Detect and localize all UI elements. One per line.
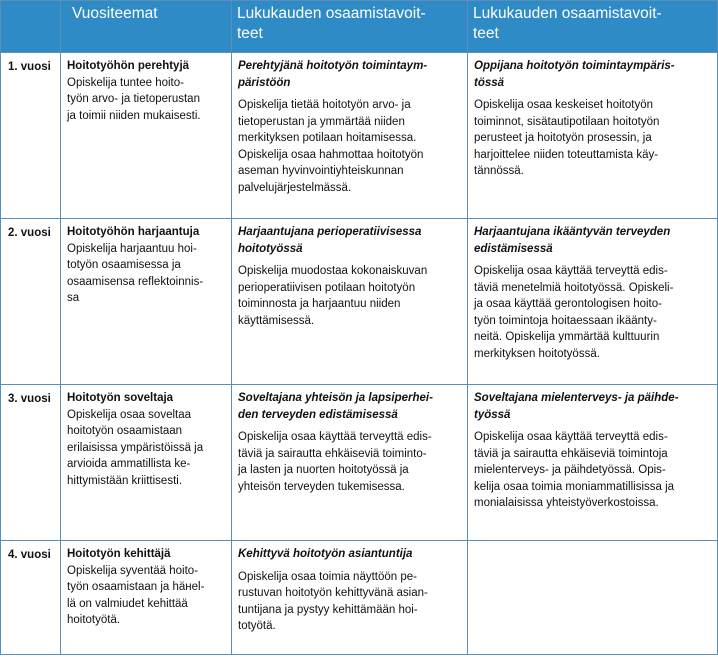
theme-text-line: erilaisissa ympäristöissä ja (67, 441, 204, 454)
goal-text-line: monialaisissa yhteistyöverkostoissa. (474, 497, 659, 509)
goal-title-line: Soveltajana yhteisön ja lapsiperhei- (238, 392, 433, 404)
year-cell: 4. vuosi (1, 541, 61, 655)
table-row (1, 53, 718, 219)
theme-text-line: Opiskelija tuntee hoito- (67, 76, 184, 89)
goal-text-line: Opiskelija osaa käyttää terveyttä edis- (238, 431, 432, 443)
theme-text-line: sa (67, 292, 80, 304)
goal-cell-2 (468, 385, 718, 541)
theme-text-line: Opiskelija harjaantuu hoi- (67, 242, 197, 255)
table-row (1, 219, 718, 385)
goal-text-line: rustuvan hoitotyön kehittyvänä asian- (238, 587, 428, 599)
theme-cell (61, 53, 232, 219)
theme-text-line: arvioida ammatillista ke- (67, 458, 191, 470)
goal-text-line: Opiskelija osaa käyttää terveyttä edis- (474, 265, 668, 277)
goal-cell-1 (232, 53, 468, 219)
goal-title-line: hoitotyössä (238, 242, 303, 255)
theme-title: Hoitotyön soveltaja (67, 392, 174, 404)
goal-text-line: täviä ja sairautta ehkäiseviä toimintoja (474, 447, 668, 460)
goal-cell-1 (232, 541, 468, 655)
goal-text-line: merkityksen hoitotyössä. (474, 347, 600, 360)
goal-title-line: työssä (474, 408, 511, 421)
header-goals-col2 (468, 1, 718, 53)
goal-text (238, 429, 462, 495)
theme-text-line: lä on valmiudet kehittää (67, 597, 188, 610)
goal-text-line: kelija osaa toimia moniammatillisissa ja (474, 480, 675, 493)
goal-title-line: den terveyden edistämisessä (238, 408, 398, 421)
goal-text-line: täviä ja sairautta ehkäiseviä toiminto- (238, 447, 427, 460)
header-line: Lukukauden osaamistavoit- (237, 5, 426, 22)
table-body (1, 53, 718, 655)
goal-text-line: mielenterveys- ja päihdetyössä. Opis- (474, 464, 666, 476)
theme-text-line: Opiskelija syventää hoito- (67, 564, 199, 577)
theme-text-line: hittymistään kriittisesti. (67, 474, 183, 487)
theme-text-line: hoitotyötä. (67, 614, 121, 626)
goal-text (238, 97, 462, 196)
goal-text-line: neitä. Opiskelija ymmärtää kulttuurin (474, 331, 660, 343)
goal-text (238, 263, 462, 329)
goal-title (474, 58, 712, 91)
goal-text-line: yhteisön terveyden tukemisessa. (238, 480, 405, 493)
header-corner-cell (1, 1, 61, 53)
header-row (1, 1, 718, 53)
goal-cell-1 (232, 385, 468, 541)
theme-text-line: hoitotyön osaamistaan (67, 425, 183, 437)
goal-text (238, 569, 462, 635)
goal-title (474, 224, 712, 257)
goal-text-line: ja lasten ja nuorten hoitotyössä ja (238, 464, 409, 476)
goal-title-line: Harjaantujana ikääntyvän terveyden (474, 226, 671, 238)
header-line: teet (473, 25, 499, 42)
goal-cell-2 (468, 541, 718, 655)
goal-title-line: Kehittyvä hoitotyön asiantuntija (238, 548, 413, 560)
year-cell: 2. vuosi (1, 219, 61, 385)
theme-text-line: totyön osaamisessa ja (67, 259, 181, 271)
theme-title: Hoitotyön kehittäjä (67, 548, 171, 560)
goal-text-line: harjoittelee niiden toteuttamista käy- (474, 148, 659, 161)
goal-title-line: Perehtyjänä hoitotyön toimintaym- (238, 60, 428, 72)
theme-cell (61, 219, 232, 385)
goal-text-line: palvelujärjestelmässä. (238, 181, 352, 194)
table-row (1, 385, 718, 541)
goal-title-line: edistämisessä (474, 242, 553, 255)
goal-title-line: Harjaantujana perioperatiivisessa (238, 226, 422, 238)
goal-title (238, 546, 462, 563)
goal-text-line: Opiskelija muodostaa kokonaiskuvan (238, 265, 428, 277)
goal-text-line: tietoperustan ja ymmärtää niiden (238, 115, 405, 128)
goal-cell-2 (468, 219, 718, 385)
header-vuositeemat: Vuositeemat (61, 1, 232, 53)
header-line: Lukukauden osaamistavoit- (473, 5, 662, 22)
theme-title: Hoitotyöhön perehtyjä (67, 60, 190, 72)
goal-text-line: Opiskelija tietää hoitotyön arvo- ja (238, 99, 411, 111)
goal-title-line: Soveltajana mielenterveys- ja päihde- (474, 392, 679, 404)
theme-text-line: ja toimii niiden mukaisesti. (67, 109, 201, 122)
goal-text (474, 429, 712, 512)
goal-text-line: Opiskelija osaa hahmottaa hoitotyön (238, 148, 424, 161)
goal-text-line: totyötä. (238, 620, 276, 632)
goal-text-line: Opiskelija osaa käyttää terveyttä edis- (474, 431, 668, 443)
theme-text-line: työn arvo- ja tietoperustan (67, 93, 200, 105)
theme-cell (61, 541, 232, 655)
goal-cell-1 (232, 219, 468, 385)
goal-title-line: Oppijana hoitotyön toimintaympäris- (474, 60, 675, 72)
theme-title: Hoitotyöhön harjaantuja (67, 226, 200, 238)
goal-text (474, 263, 712, 362)
goal-text-line: työn toimintoja hoitaessaan ikäänty- (474, 314, 657, 327)
goal-title (238, 58, 462, 91)
theme-text-line: osaamisensa reflektoinnis- (67, 275, 204, 288)
goal-text-line: aseman hyvinvointiyhteiskunnan (238, 165, 404, 177)
theme-text-line: työn osaamistaan ja häнel- (67, 581, 205, 593)
header-line: teet (237, 25, 263, 42)
theme-cell (61, 385, 232, 541)
goal-cell-2 (468, 53, 718, 219)
goal-text-line: perioperatiivisen potilaan hoitotyön (238, 281, 416, 294)
goal-text (474, 97, 712, 180)
goal-text-line: toiminnosta ja harjaantuu niiden (238, 298, 401, 310)
goal-title-line: päristöön (238, 76, 291, 89)
header-goals-col1 (232, 1, 468, 53)
goal-text-line: käyttämisessä. (238, 314, 315, 327)
goal-text-line: Opiskelija osaa toimia näyttöön pe- (238, 570, 417, 583)
goal-text-line: merkityksen potilaan hoitamisessa. (238, 132, 417, 144)
year-cell: 3. vuosi (1, 385, 61, 541)
goal-text-line: tuntijana ja pystyy kehittämään hoi- (238, 603, 418, 616)
year-cell: 1. vuosi (1, 53, 61, 219)
goal-title-line: tössä (474, 76, 505, 89)
goal-title (474, 390, 712, 423)
goal-text-line: tännössä. (474, 165, 524, 177)
goal-text-line: ja osaa käyttää gerontologisen hoito- (474, 298, 662, 310)
goal-text-line: toiminnot, sisätautipotilaan hoitotyön (474, 115, 660, 128)
goal-text-line: täviä menetelmiä hoitotyössä. Opiskeli- (474, 281, 674, 294)
table-row (1, 541, 718, 655)
theme-text-line: Opiskelija osaa soveltaa (67, 408, 192, 421)
goal-text-line: Opiskelija osaa keskeiset hoitotyön (474, 99, 653, 111)
goal-text-line: perusteet ja hoitotyön prosessin, ja (474, 132, 652, 144)
goal-title (238, 390, 462, 423)
goal-title (238, 224, 462, 257)
